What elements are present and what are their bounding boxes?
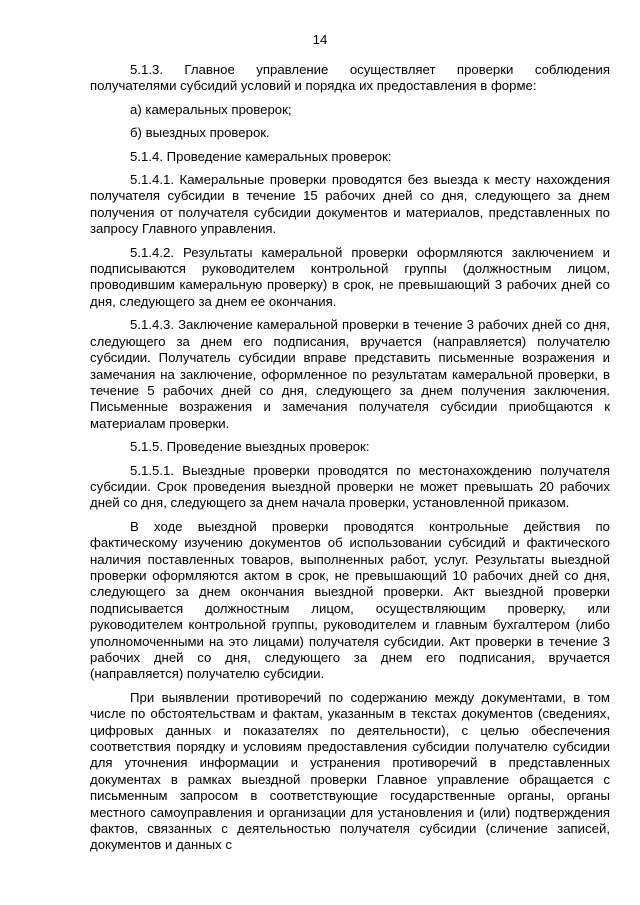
page-number: 14	[312, 32, 328, 47]
paragraph-5-1-4-1: 5.1.4.1. Камеральные проверки проводятся без выезда к месту нахождения получателя субсидии в течение 15 рабочих дней со дня, следующего за днем получения от получателя субсидии документов и материалов, представленных по запросу Главного управления.	[90, 172, 610, 237]
paragraph-5-1-4-3: 5.1.4.3. Заключение камеральной проверки в течение 3 рабочих дней со дня, следующего за днем его подписания, вручается (направляется) получателю субсидии. Получатель субсидии вправе представить письменные возражения и замечания на заключение, оформленное по результатам камеральной проверки, в течение 5 рабочих дней со дня, следующего за днем получения заключения. Письменные возражения и замечания получателя субсидии приобщаются к материалам проверки.	[90, 317, 610, 431]
paragraph-5-1-5-1: 5.1.5.1. Выездные проверки проводятся по местонахождению получателя субсидии. Срок проведения выездной проверки не может превышать 20 рабочих дней со дня, следующего за днем начала проверки, установленной приказом.	[90, 462, 610, 511]
paragraph-contradictions: При выявлении противоречий по содержанию между документами, в том числе по обстоятельствам и фактам, указанным в текстах документов (сведениях, цифровых данных и показателях по деятельности), с целью обеспечения соответствия порядку и условиям предоставления субсидии получателю субсидии для уточнения информации и устранения противоречий в представленных документах в рамках выездной проверки Главное управление обращается с письменным запросом в соответствующие государственные органы, органы местного самоуправления и организации для установления и (или) подтверждения фактов, связанных с деятельностью получателя субсидии (сличение записей, документов и данных с	[90, 689, 610, 853]
list-item-a: а) камеральных проверок;	[130, 101, 292, 117]
paragraph-5-1-3: 5.1.3. Главное управление осуществляет проверки соблюдения получателями субсидий условий и порядка их предоставления в форме:	[90, 62, 610, 94]
paragraph-5-1-5: 5.1.5. Проведение выездных проверок:	[130, 439, 370, 455]
document-body	[90, 62, 610, 854]
paragraph-onsite-inspection: В ходе выездной проверки проводятся контрольные действия по фактическому изучению документов об использовании субсидий и фактического наличия поставленных товаров, выполненных работ, услуг. Результаты выездной проверки оформляются актом в срок, не превышающий 10 рабочих дней со дня, следующего за днем окончания выездной проверки. Акт выездной проверки подписывается должностным лицом, осуществляющим проверку, или руководителем контрольной группы, руководителем и главным бухгалтером (либо уполномоченными на это лицами) получателя субсидии. Акт проверки в течение 3 рабочих дней со дня, следующего за днем его подписания, вручается (направляется) получателю субсидии.	[90, 518, 610, 682]
list-item-b: б) выездных проверок.	[130, 125, 270, 141]
paragraph-5-1-4-2: 5.1.4.2. Результаты камеральной проверки оформляются заключением и подписываются руководителем контрольной группы (должностным лицом, проводившим камеральную проверку) в срок, не превышающий 3 рабочих дней со дня, следующего за днем ее окончания.	[90, 244, 610, 309]
paragraph-5-1-4: 5.1.4. Проведение камеральных проверок:	[130, 148, 392, 164]
